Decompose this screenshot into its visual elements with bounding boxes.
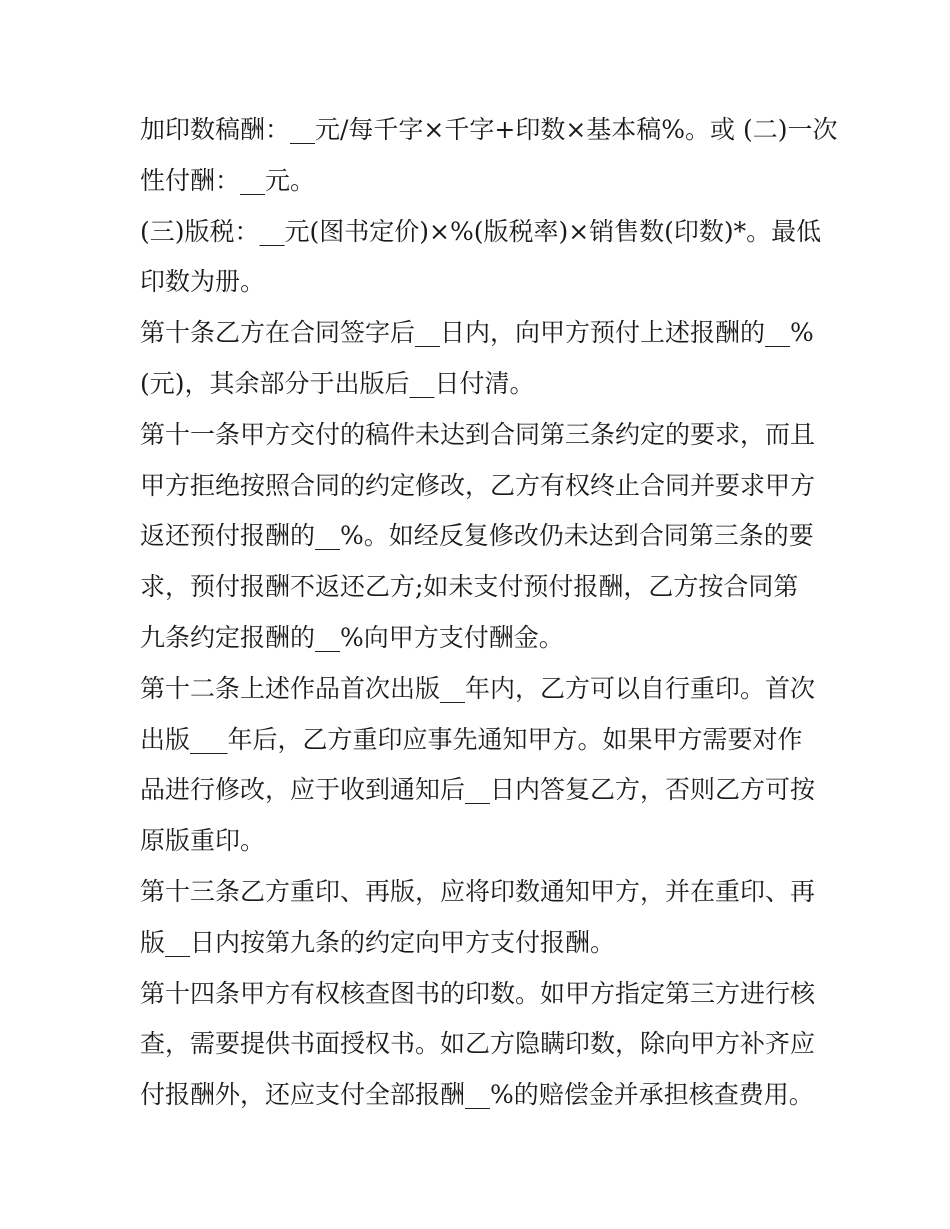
paragraph-article-11	[140, 410, 820, 664]
text-line: 九条约定报酬的__%向甲方支付酬金。	[140, 622, 564, 652]
text-line: 品进行修改，应于收到通知后__日内答复乙方，否则乙方可按	[140, 775, 816, 805]
paragraph-royalty-reprint	[140, 105, 838, 207]
text-line: 第十二条上述作品首次出版__年内，乙方可以自行重印。首次	[140, 673, 816, 703]
text-line: 查，需要提供书面授权书。如乙方隐瞒印数，除向甲方补齐应	[140, 1029, 816, 1059]
text-line: 第十三条乙方重印、再版，应将印数通知甲方，并在重印、再	[140, 876, 816, 906]
text-line: 原版重印。	[140, 826, 266, 856]
text-line: 第十一条甲方交付的稿件未达到合同第三条约定的要求，而且	[140, 419, 816, 449]
text-line: 求，预付报酬不返还乙方;如未支付预付报酬，乙方按合同第	[140, 572, 799, 602]
text-line: 加印数稿酬：__元/每千字×千字+印数×基本稿%。或 (二)一次	[140, 115, 838, 144]
text-line: (三)版税：__元(图书定价)×%(版税率)×销售数(印数)*。最低	[140, 216, 822, 246]
text-line: 第十条乙方在合同签字后__日内，向甲方预付上述报酬的__%	[140, 318, 814, 348]
paragraph-royalty-rate	[140, 207, 820, 309]
text-line: 返还预付报酬的__%。如经反复修改仍未达到合同第三条的要	[140, 521, 814, 551]
text-line: 甲方拒绝按照合同的约定修改，乙方有权终止合同并要求甲方	[140, 470, 816, 500]
text-line: 第十四条甲方有权核查图书的印数。如甲方指定第三方进行核	[140, 978, 816, 1008]
text-line: (元)，其余部分于出版后__日付清。	[140, 368, 535, 398]
paragraph-article-10	[140, 308, 820, 410]
paragraph-article-14	[140, 969, 820, 1121]
text-line: 出版___年后，乙方重印应事先通知甲方。如果甲方需要对作	[140, 724, 803, 754]
paragraph-article-12	[140, 664, 820, 867]
text-line: 版__日内按第九条的约定向甲方支付报酬。	[140, 927, 616, 957]
text-line: 付报酬外，还应支付全部报酬__%的赔偿金并承担核查费用。	[140, 1080, 814, 1110]
document-body	[140, 105, 838, 1121]
text-line: 印数为册。	[140, 267, 266, 297]
text-line: 性付酬：__元。	[140, 165, 316, 195]
paragraph-article-13	[140, 867, 820, 969]
